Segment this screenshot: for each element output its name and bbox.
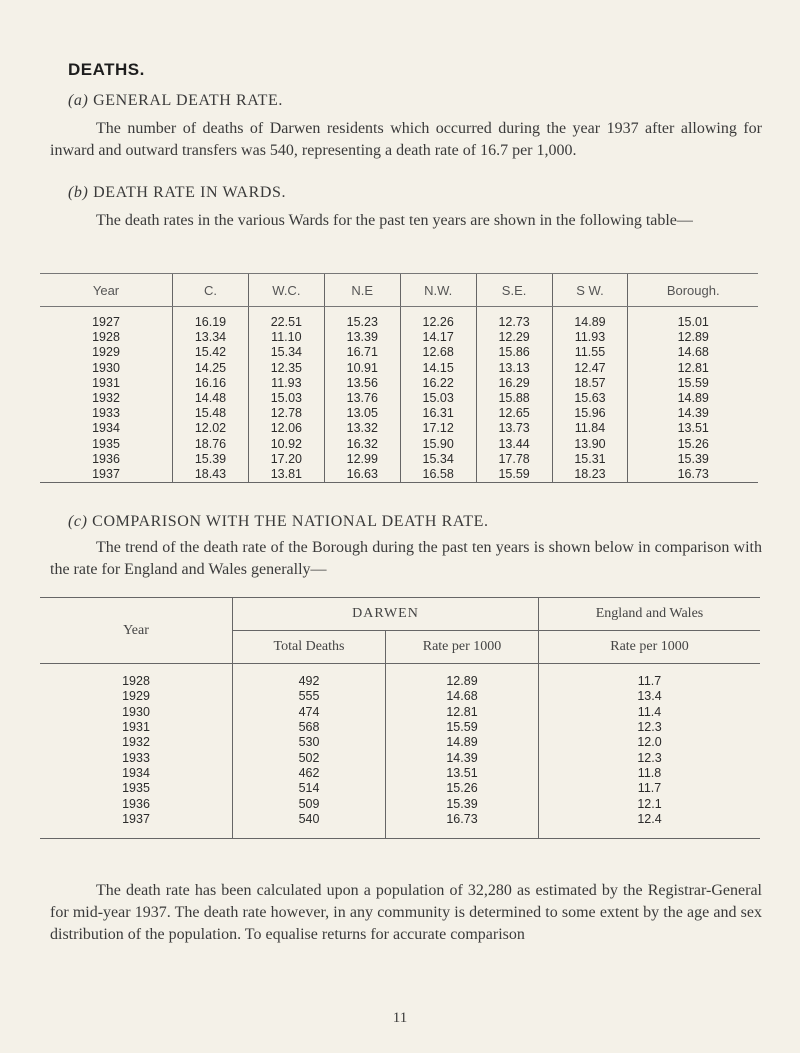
- table-row: [40, 720, 760, 735]
- table-row: [40, 674, 760, 689]
- table-cell: 13.73: [476, 421, 552, 436]
- table-row: [40, 361, 758, 376]
- table-cell: 18.43: [173, 467, 249, 483]
- table-row: [40, 315, 758, 330]
- table-cell: 12.89: [386, 674, 539, 689]
- table-cell: 16.71: [324, 345, 400, 360]
- table-cell: 15.42: [173, 345, 249, 360]
- table-cell: 13.13: [476, 361, 552, 376]
- table-row: [40, 345, 758, 360]
- table-cell: 11.8: [539, 766, 761, 781]
- table-cell: 14.17: [400, 330, 476, 345]
- table-cell: 14.25: [173, 361, 249, 376]
- table-cell: 15.59: [386, 720, 539, 735]
- column-header-borough: Borough.: [628, 274, 758, 307]
- column-header-year: Year: [40, 598, 233, 664]
- table-row: [40, 796, 760, 811]
- national-comparison-table: [40, 597, 760, 839]
- table-cell: 530: [233, 735, 386, 750]
- table-cell: 16.73: [628, 467, 758, 483]
- table-cell: 1930: [122, 704, 150, 719]
- table-cell: 12.99: [324, 452, 400, 467]
- table-cell: 12.78: [248, 406, 324, 421]
- table-cell: 1927: [92, 315, 120, 330]
- table-cell: 16.22: [400, 376, 476, 391]
- table-cell: 15.03: [248, 391, 324, 406]
- table-cell: 15.03: [400, 391, 476, 406]
- table-cell: 1930: [92, 360, 120, 375]
- section-a-paragraph: The number of deaths of Darwen residents which occurred during the year 1937 after allowing for inward and outward transfers was 540, representing a death rate of 16.7 per 1,000.: [50, 120, 762, 159]
- table-cell: 1935: [122, 781, 150, 796]
- table-cell: 492: [233, 674, 386, 689]
- table-cell: 13.90: [552, 437, 628, 452]
- section-c-paragraph: The trend of the death rate of the Borough during the past ten years is shown below in comparison with the rate for England and Wales generally—: [50, 539, 762, 578]
- table-cell: 16.16: [173, 376, 249, 391]
- table-cell: 12.26: [400, 315, 476, 330]
- table-cell: 18.76: [173, 437, 249, 452]
- table-cell: 11.84: [552, 421, 628, 436]
- table-cell: 14.89: [628, 391, 758, 406]
- table-cell: 15.39: [386, 796, 539, 811]
- table-cell: 14.15: [400, 361, 476, 376]
- table-cell: 13.51: [386, 766, 539, 781]
- table-header-row: [40, 598, 760, 631]
- table-cell: 1932: [122, 735, 150, 750]
- table-header-row: [40, 274, 758, 307]
- section-b-paragraph: The death rates in the various Wards for the past ten years are shown in the following table—: [96, 212, 693, 229]
- table-cell: 10.91: [324, 361, 400, 376]
- table-row: [40, 452, 758, 467]
- table-cell: 11.7: [539, 674, 761, 689]
- column-header-total-deaths: Total Deaths: [233, 631, 386, 664]
- table-cell: 1937: [40, 812, 233, 839]
- table-cell: 1934: [122, 765, 150, 780]
- table-cell: 13.4: [539, 689, 761, 704]
- table-row: [40, 391, 758, 406]
- table-cell: 14.39: [386, 750, 539, 765]
- column-header-ne: N.E: [324, 274, 400, 307]
- table-cell: 18.57: [552, 376, 628, 391]
- table-cell: 1929: [92, 345, 120, 360]
- page-title: DEATHS.: [68, 60, 145, 79]
- table-cell: 14.68: [386, 689, 539, 704]
- table-cell: 15.39: [173, 452, 249, 467]
- table-cell: 1936: [122, 796, 150, 811]
- section-c-title: COMPARISON WITH THE NATIONAL DEATH RATE.: [92, 513, 489, 530]
- table-cell: 16.32: [324, 437, 400, 452]
- table-cell: 1928: [122, 674, 150, 689]
- table-cell: 12.65: [476, 406, 552, 421]
- column-header-rate: Rate per 1000: [386, 631, 539, 664]
- table-cell: 15.63: [552, 391, 628, 406]
- table-cell: 12.73: [476, 315, 552, 330]
- table-cell: 1928: [92, 330, 120, 345]
- table-cell: 16.73: [386, 812, 539, 839]
- table-cell: 10.92: [248, 437, 324, 452]
- table-cell: 1933: [122, 750, 150, 765]
- closing-paragraph: The death rate has been calculated upon a population of 32,280 as estimated by the Registrar-General for mid-year 1937. The death rate however, in any community is determined to some extent by the age and sex distribution of the population. To equalise returns for accurate comparison: [50, 882, 762, 943]
- table-cell: 12.29: [476, 330, 552, 345]
- table-cell: 11.93: [552, 330, 628, 345]
- table-cell: 13.44: [476, 437, 552, 452]
- column-header-darwen: DARWEN: [233, 598, 539, 631]
- table-cell: 540: [233, 812, 386, 839]
- table-cell: 1931: [122, 720, 150, 735]
- table-cell: 14.48: [173, 391, 249, 406]
- table-cell: 13.39: [324, 330, 400, 345]
- table-cell: 15.39: [628, 452, 758, 467]
- table-cell: 16.63: [324, 467, 400, 483]
- table-cell: 1932: [92, 391, 120, 406]
- section-a-heading: [68, 92, 283, 110]
- table-cell: 18.23: [552, 467, 628, 483]
- column-header-c: C.: [173, 274, 249, 307]
- section-c-heading: [68, 513, 489, 531]
- table-cell: 11.55: [552, 345, 628, 360]
- table-cell: 502: [233, 750, 386, 765]
- table-cell: 17.78: [476, 452, 552, 467]
- table-cell: 15.01: [628, 315, 758, 330]
- table-cell: 15.90: [400, 437, 476, 452]
- table-cell: 16.58: [400, 467, 476, 483]
- column-header-wc: W.C.: [248, 274, 324, 307]
- column-header-nw: N.W.: [400, 274, 476, 307]
- table-cell: 12.47: [552, 361, 628, 376]
- column-header-year: Year: [40, 274, 173, 307]
- table-cell: 12.0: [539, 735, 761, 750]
- table-cell: 1935: [92, 436, 120, 451]
- table-row: [40, 812, 760, 839]
- table-cell: 1934: [92, 421, 120, 436]
- section-b-title: DEATH RATE IN WARDS.: [93, 184, 287, 201]
- column-header-se: S.E.: [476, 274, 552, 307]
- table-row: [40, 766, 760, 781]
- table-cell: 12.06: [248, 421, 324, 436]
- table-cell: 568: [233, 720, 386, 735]
- table-row: [40, 705, 760, 720]
- table-cell: 11.4: [539, 705, 761, 720]
- table-cell: 462: [233, 766, 386, 781]
- section-b-heading: [68, 184, 286, 202]
- table-cell: 17.12: [400, 421, 476, 436]
- table-cell: 13.05: [324, 406, 400, 421]
- table-row: [40, 421, 758, 436]
- table-cell: 16.29: [476, 376, 552, 391]
- table-row: [40, 376, 758, 391]
- table-cell: 1929: [122, 689, 150, 704]
- table-cell: 12.3: [539, 720, 761, 735]
- table-row: [40, 437, 758, 452]
- table-cell: 17.20: [248, 452, 324, 467]
- table-row: [40, 750, 760, 765]
- section-a-title: GENERAL DEATH RATE.: [93, 92, 283, 109]
- table-cell: 12.4: [539, 812, 761, 839]
- column-header-england-wales: England and Wales: [539, 598, 761, 631]
- table-cell: 15.26: [628, 437, 758, 452]
- column-header-sw: S W.: [552, 274, 628, 307]
- table-cell: 514: [233, 781, 386, 796]
- table-cell: 15.34: [248, 345, 324, 360]
- table-cell: 1937: [40, 467, 173, 483]
- table-cell: 15.31: [552, 452, 628, 467]
- table-cell: 11.93: [248, 376, 324, 391]
- ward-death-rates-table: [40, 273, 758, 483]
- table-cell: 12.81: [628, 361, 758, 376]
- table-cell: 1933: [92, 406, 120, 421]
- table-cell: 11.10: [248, 330, 324, 345]
- page-number: 11: [392, 1010, 408, 1026]
- table-cell: 14.89: [552, 315, 628, 330]
- table-cell: 11.7: [539, 781, 761, 796]
- section-b-label: (b): [68, 184, 89, 201]
- table-cell: 22.51: [248, 315, 324, 330]
- table-cell: 12.35: [248, 361, 324, 376]
- table-cell: 15.88: [476, 391, 552, 406]
- table-cell: 14.68: [628, 345, 758, 360]
- table-cell: 555: [233, 689, 386, 704]
- table-cell: 13.81: [248, 467, 324, 483]
- table-cell: 509: [233, 796, 386, 811]
- table-cell: 15.59: [628, 376, 758, 391]
- table-row: [40, 330, 758, 345]
- table-row: [40, 689, 760, 704]
- table-row: [40, 735, 760, 750]
- table-row: [40, 781, 760, 796]
- table-cell: 16.19: [173, 315, 249, 330]
- table-cell: 15.34: [400, 452, 476, 467]
- table-cell: 14.39: [628, 406, 758, 421]
- table-cell: 15.23: [324, 315, 400, 330]
- table-row: [40, 467, 758, 483]
- table-cell: 12.1: [539, 796, 761, 811]
- table-cell: 1931: [92, 375, 120, 390]
- column-header-england-rate: Rate per 1000: [539, 631, 761, 664]
- table-cell: 13.76: [324, 391, 400, 406]
- table-cell: 14.89: [386, 735, 539, 750]
- table-cell: 15.86: [476, 345, 552, 360]
- table-cell: 13.51: [628, 421, 758, 436]
- table-cell: 1936: [92, 451, 120, 466]
- table-cell: 13.34: [173, 330, 249, 345]
- table-cell: 15.96: [552, 406, 628, 421]
- section-c-label: (c): [68, 513, 88, 530]
- table-cell: 12.89: [628, 330, 758, 345]
- table-cell: 15.59: [476, 467, 552, 483]
- table-cell: 15.26: [386, 781, 539, 796]
- table-cell: 12.68: [400, 345, 476, 360]
- table-row: [40, 406, 758, 421]
- table-cell: 12.02: [173, 421, 249, 436]
- table-cell: 13.32: [324, 421, 400, 436]
- table-cell: 15.48: [173, 406, 249, 421]
- table-cell: 13.56: [324, 376, 400, 391]
- table-cell: 474: [233, 705, 386, 720]
- table-cell: 16.31: [400, 406, 476, 421]
- table-cell: 12.3: [539, 750, 761, 765]
- table-cell: 12.81: [386, 705, 539, 720]
- section-a-label: (a): [68, 92, 89, 109]
